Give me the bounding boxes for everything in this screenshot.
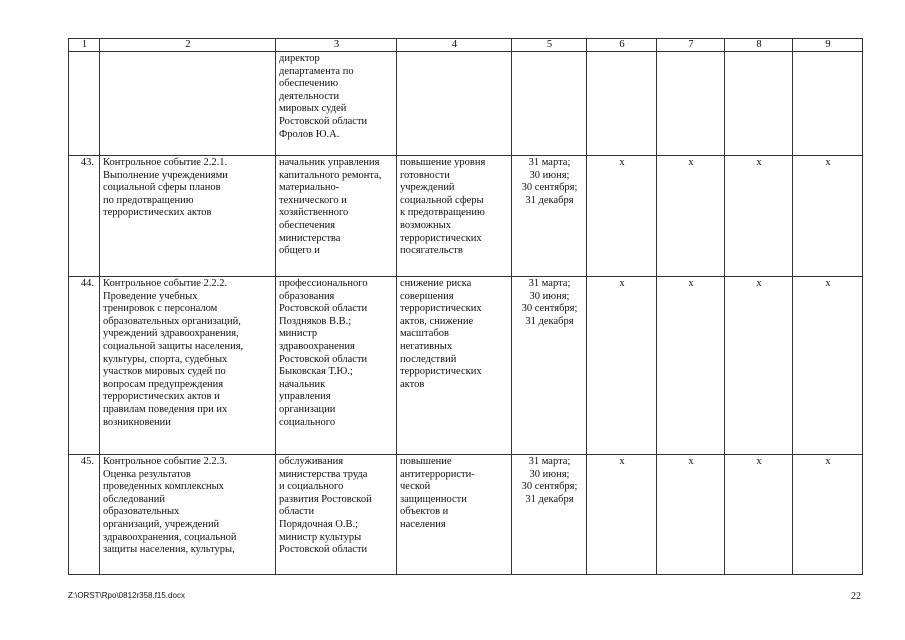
- result-cell: повышение антитеррористи- ческой защищенности объектов и населения: [397, 455, 512, 575]
- col8-cell: х: [725, 277, 793, 455]
- col9-cell: х: [793, 455, 863, 575]
- header-cell: 8: [725, 39, 793, 52]
- dates-cell: 31 марта; 30 июня; 30 сентября; 31 декабря: [512, 455, 587, 575]
- col6-cell: х: [587, 156, 657, 277]
- event-cell: Контрольное событие 2.2.2. Проведение учебных тренировок с персоналом образовательных организаций, учреждений здравоохранения, социальной защиты населения, культуры, спорта, судебных участков мировых судей по вопросам предупреждения террористических актов и правилам поведения при их возникновении: [100, 277, 276, 455]
- page-number: 22: [851, 591, 861, 602]
- row-number: 45.: [69, 455, 100, 575]
- row-number: 44.: [69, 277, 100, 455]
- document-table: [68, 38, 863, 575]
- row-number: [69, 52, 100, 156]
- col9-cell: [793, 52, 863, 156]
- col6-cell: х: [587, 277, 657, 455]
- responsible-cell: профессионального образования Ростовской области Поздняков В.В.; министр здравоохранения Ростовской области Быковская Т.Ю.; начальник управления организации социального: [276, 277, 397, 455]
- col8-cell: х: [725, 455, 793, 575]
- table-row: [69, 52, 863, 156]
- result-cell: [397, 52, 512, 156]
- col9-cell: х: [793, 277, 863, 455]
- event-cell: [100, 52, 276, 156]
- event-cell: Контрольное событие 2.2.3. Оценка результатов проведенных комплексных обследований образовательных организаций, учреждений здравоохранения, социальной защиты населения, культуры,: [100, 455, 276, 575]
- header-cell: 2: [100, 39, 276, 52]
- responsible-cell: директор департамента по обеспечению деятельности мировых судей Ростовской области Фролов Ю.А.: [276, 52, 397, 156]
- responsible-cell: обслуживания министерства труда и социального развития Ростовской области Порядочная О.В.; министр культуры Ростовской области: [276, 455, 397, 575]
- header-cell: 1: [69, 39, 100, 52]
- table-row: [69, 277, 863, 455]
- event-cell: Контрольное событие 2.2.1. Выполнение учреждениями социальной сферы планов по предотвращению террористических актов: [100, 156, 276, 277]
- dates-cell: [512, 52, 587, 156]
- header-cell: 4: [397, 39, 512, 52]
- header-cell: 9: [793, 39, 863, 52]
- header-row: [69, 39, 863, 52]
- dates-cell: 31 марта; 30 июня; 30 сентября; 31 декабря: [512, 277, 587, 455]
- result-cell: повышение уровня готовности учреждений социальной сферы к предотвращению возможных террористических посягательств: [397, 156, 512, 277]
- col8-cell: [725, 52, 793, 156]
- col7-cell: х: [657, 455, 725, 575]
- dates-cell: 31 марта; 30 июня; 30 сентября; 31 декабря: [512, 156, 587, 277]
- row-number: 43.: [69, 156, 100, 277]
- table-row: [69, 455, 863, 575]
- footer-file-path: Z:\ORST\Rpo\0812r358.f15.docx: [68, 591, 185, 600]
- header-cell: 7: [657, 39, 725, 52]
- table-row: [69, 156, 863, 277]
- col6-cell: [587, 52, 657, 156]
- header-cell: 5: [512, 39, 587, 52]
- responsible-cell: начальник управления капитального ремонта, материально- технического и хозяйственного обеспечения министерства общего и: [276, 156, 397, 277]
- col7-cell: х: [657, 156, 725, 277]
- header-cell: 6: [587, 39, 657, 52]
- col7-cell: х: [657, 277, 725, 455]
- header-cell: 3: [276, 39, 397, 52]
- col7-cell: [657, 52, 725, 156]
- col8-cell: х: [725, 156, 793, 277]
- col6-cell: х: [587, 455, 657, 575]
- result-cell: снижение риска совершения террористических актов, снижение масштабов негативных последствий террористических актов: [397, 277, 512, 455]
- col9-cell: х: [793, 156, 863, 277]
